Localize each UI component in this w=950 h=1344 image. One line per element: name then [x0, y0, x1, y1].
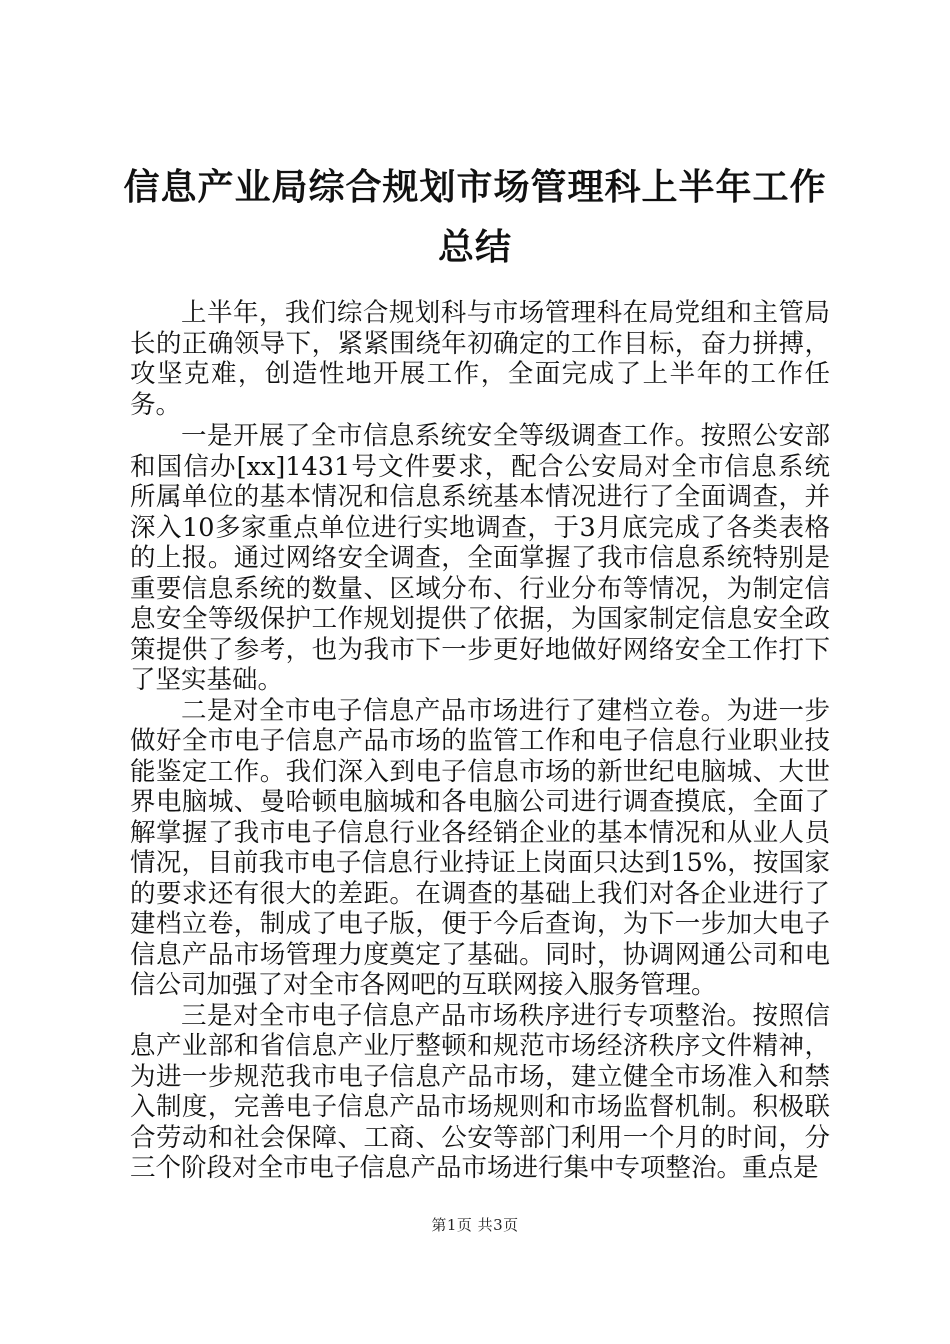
intro-paragraph: 上半年，我们综合规划科与市场管理科在局党组和主管局长的正确领导下，紧紧围绕年初确定的工作目标，奋力拼搏，攻坚克难，创造性地开展工作，全面完成了上半年的工作任务。	[130, 298, 830, 420]
intro-section	[130, 298, 830, 420]
paragraph-item-1: 一是开展了全市信息系统安全等级调查工作。按照公安部和国信办[xx]1431号文件要求，配合公安局对全市信息系统所属单位的基本情况和信息系统基本情况进行了全面调查，并深入10多家重点单位进行实地调查，于3月底完成了各类表格的上报。通过网络安全调查，全面掌握了我市信息系统特别是重要信息系统的数量、区域分布、行业分布等情况，为制定信息安全等级保护工作规划提供了依据，为国家制定信息安全政策提供了参考，也为我市下一步更好地做好网络安全工作打下了坚实基础。	[130, 421, 830, 695]
paragraph-item-2: 二是对全市电子信息产品市场进行了建档立卷。为进一步做好全市电子信息产品市场的监管工作和电子信息行业职业技能鉴定工作。我们深入到电子信息市场的新世纪电脑城、大世界电脑城、曼哈顿电脑城和各电脑公司进行调查摸底，全面了解掌握了我市电子信息行业各经销企业的基本情况和从业人员情况，目前我市电子信息行业持证上岗面只达到15%，按国家的要求还有很大的差距。在调查的基础上我们对各企业进行了建档立卷，制成了电子版，便于今后查询，为下一步加大电子信息产品市场管理力度奠定了基础。同时，协调网通公司和电信公司加强了对全市各网吧的互联网接入服务管理。	[130, 695, 830, 1000]
work-items-section	[130, 421, 830, 1184]
page-number-footer: 第1页 共3页	[431, 1216, 519, 1234]
paragraph-item-3: 三是对全市电子信息产品市场秩序进行专项整治。按照信息产业部和省信息产业厅整顿和规范市场经济秩序文件精神，为进一步规范我市电子信息产品市场，建立健全市场准入和禁入制度，完善电子信息产品市场规则和市场监督机制。积极联合劳动和社会保障、工商、公安等部门利用一个月的时间，分三个阶段对全市电子信息产品市场进行集中专项整治。重点是	[130, 1000, 830, 1183]
document-title: 信息产业局综合规划市场管理科上半年工作总结	[123, 167, 827, 268]
